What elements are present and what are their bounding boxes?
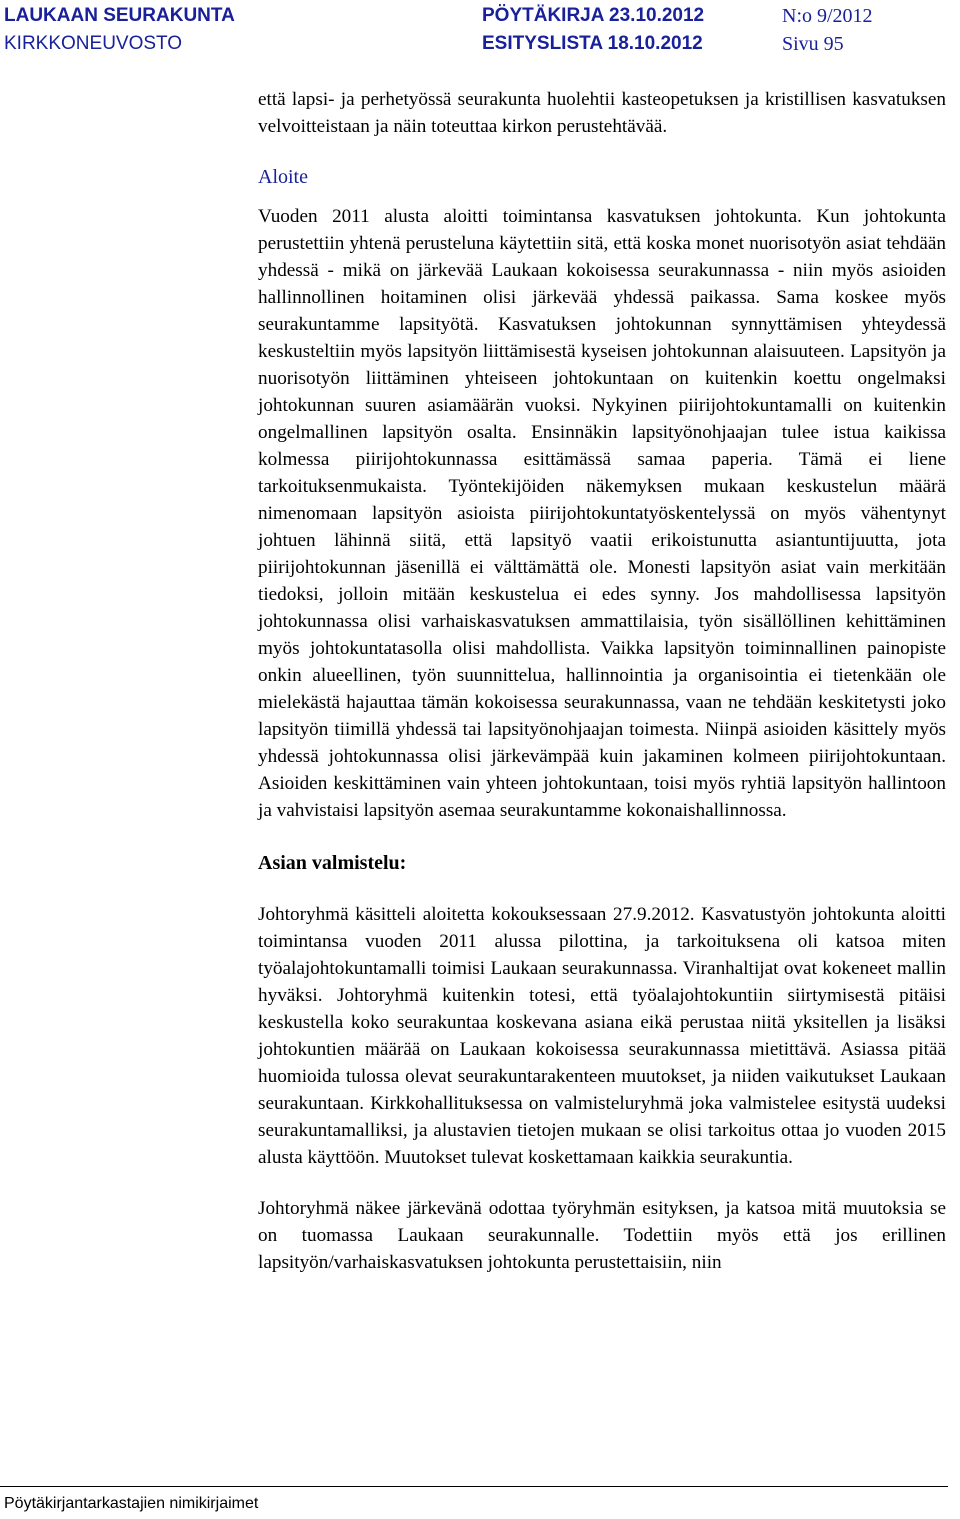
- document-number: N:o 9/2012: [782, 5, 873, 27]
- intro-paragraph: että lapsi- ja perhetyössä seurakunta huolehtii kasteopetuksen ja kristillisen kasvatuksen velvoitteistaan ja näin toteuttaa kirkon perustehtävää.: [258, 89, 946, 137]
- aloite-paragraph: Vuoden 2011 alusta aloitti toimintansa kasvatuksen johtokunta. Kun johtokunta perustettiin yhtenä perusteluna käytettiin sitä, että koska monet nuorisotyön asiat tehdään yhdessä - mikä on järkevää Laukaan kokoisessa seurakunnassa - niin myös asioiden hallinnollinen hoitaminen olisi järkevää yhdessä paikassa. Sama koskee myös seurakuntamme lapsityötä. Kasvatuksen johtokunnan synnyttämisen yhteydessä keskusteltiin myös lapsityön liittämisestä kyseisen johtokunnan alaisuuteen. Lapsityön ja nuorisotyön liittäminen yhteiseen johtokuntaan on kuitenkin koettu ongelmaksi johtokunnan suuren asiamäärän vuoksi. Nykyinen piirijohtokuntamalli on kuitenkin ongelmallinen lapsityön osalta. Ensinnäkin lapsityönohjaajan tulee istua kaikissa kolmessa piirijohtokunnassa esittämässä samaa paperia. Tämä ei liene tarkoituksenmukaista. Työntekijöiden näkemyksen mukaan keskustelun määrä nimenomaan lapsityön asioista piirijohtokuntatyöskentelyssä on myös vähentynyt johtuen lähinnä siitä, että lapsityö vaatii erikoistunutta asiantuntijuutta, jota piirijohtokunnan jäsenillä ei välttämättä ole. Monesti lapsityön asiat vain merkitään tiedoksi, jolloin mitään keskustelua ei edes synny. Jos mahdollisessa lapsityön johtokunnassa olisi varhaiskasvatuksen ammattilaisia, työn sisällöllinen kehittäminen myös johtokuntatasolla olisi mahdollista. Vaikka lapsityön toiminnallinen painopiste onkin alueellinen, työn suunnittelua, hallinnointia ja organisointia ei tietenkään ole mielekästä hajauttaa tämän kokoisessa seurakunnassa, vaan ne tehdään keskitetysti joko lapsityön tiimillä yhdessä tai lapsityönohjaajan toimesta. Niinpä asioiden käsittely myös yhdessä johtokunnassa olisi järkevämpää kuin jakaminen kolmeen piirijohtokuntaan. Asioiden keskittäminen vain yhteen johtokuntaan, toisi myös ryhtiä lapsityön hallintoon ja vahvistaisi lapsityön asemaa seurakuntamme kokonaishallinnossa.: [258, 206, 946, 821]
- page-number: Sivu 95: [782, 33, 844, 55]
- valmistelu-heading: Asian valmistelu:: [258, 852, 407, 874]
- page-header: [0, 4, 960, 60]
- valmistelu-paragraph-2: Johtoryhmä näkee järkevänä odottaa työryhmän esityksen, ja katsoa mitä muutoksia se on tuomassa Laukaan seurakunnalle. Todettiin myös että jos erillinen lapsityön/varhaiskasvatuksen johtokunta perustettaisiin, niin: [258, 1198, 946, 1273]
- footer-divider: [0, 1486, 948, 1487]
- valmistelu-paragraph-1: Johtoryhmä käsitteli aloitetta kokouksessaan 27.9.2012. Kasvatustyön johtokunta aloitti toimintansa vuoden 2011 alussa pilottina, ja tarkoituksena oli katsoa miten työalajohtokuntamalli toimisi Laukaan seurakunnassa. Viranhaltijat ovat kokeneet mallin hyväksi. Johtoryhmä kuitenkin totesi, että työalajohtokuntiin siirtymisestä pitäisi keskustella koko seurakuntaa koskevana asiana eikä perustaa niitä yksitellen ja lisäksi johtokuntien määrää on Laukaan kokoisessa seurakunnassa mietittävä. Asiassa pitää huomioida tulossa olevat seurakuntarakenteen muutokset, ja niiden vaikutukset Laukaan seurakuntaan. Kirkkohallituksessa on valmisteluryhmä joka valmistelee esitystä uudeksi seurakuntamalliksi, ja alustavien tietojen mukaan se olisi tarkoitus ottaa jo vuoden 2015 alusta käyttöön. Muutokset tulevat koskettamaan kaikkia seurakuntia.: [258, 904, 946, 1168]
- agenda-date: ESITYSLISTA 18.10.2012: [482, 33, 703, 54]
- board-name: KIRKKONEUVOSTO: [4, 33, 183, 54]
- footer-signatures-label: Pöytäkirjantarkastajien nimikirjaimet: [4, 1495, 259, 1512]
- minutes-date: PÖYTÄKIRJA 23.10.2012: [482, 5, 705, 26]
- document-body: [258, 86, 946, 1276]
- aloite-heading: Aloite: [258, 166, 308, 188]
- organization-name: LAUKAAN SEURAKUNTA: [4, 5, 235, 26]
